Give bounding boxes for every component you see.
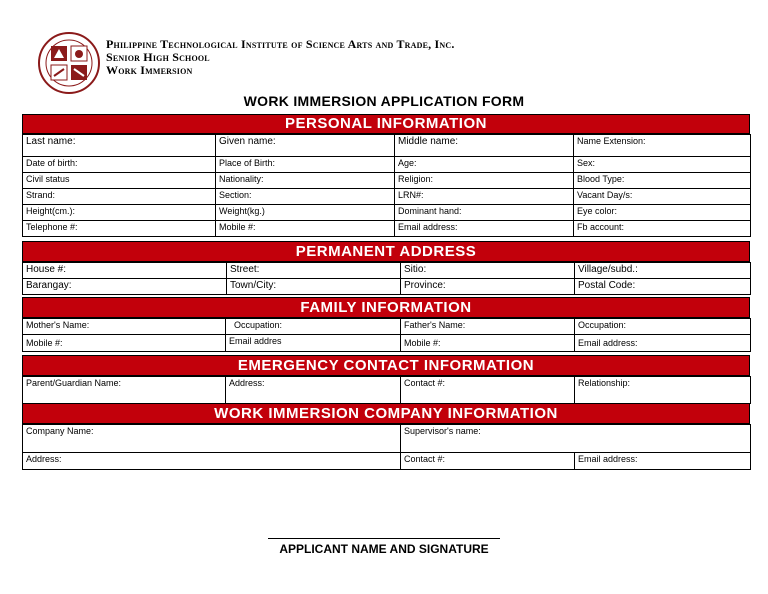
section-header-emergency: EMERGENCY CONTACT INFORMATION [22,355,750,376]
field-sitio[interactable]: Sitio: [401,263,575,279]
field-place-of-birth[interactable]: Place of Birth: [216,157,395,173]
field-middle-name[interactable]: Middle name: [395,135,574,157]
field-section[interactable]: Section: [216,189,395,205]
field-dominant-hand[interactable]: Dominant hand: [395,205,574,221]
field-father-email[interactable]: Email address: [575,335,751,352]
field-mother-email[interactable]: Email addres [226,335,401,352]
field-company-contact[interactable]: Contact #: [401,453,575,470]
field-blood-type[interactable]: Blood Type: [574,173,751,189]
field-street[interactable]: Street: [227,263,401,279]
field-fb-account[interactable]: Fb account: [574,221,751,237]
section-header-company: WORK IMMERSION COMPANY INFORMATION [22,403,750,424]
field-guardian-relationship[interactable]: Relationship: [575,377,751,404]
field-weight[interactable]: Weight(kg.) [216,205,395,221]
section-header-permanent-address: PERMANENT ADDRESS [22,241,750,262]
field-height[interactable]: Height(cm.): [23,205,216,221]
field-company-address[interactable]: Address: [23,453,401,470]
field-lrn[interactable]: LRN#: [395,189,574,205]
field-civil-status[interactable]: Civil status [23,173,216,189]
field-religion[interactable]: Religion: [395,173,574,189]
field-town-city[interactable]: Town/City: [227,279,401,295]
field-name-extension[interactable]: Name Extension: [574,135,751,157]
field-sex[interactable]: Sex: [574,157,751,173]
field-guardian-address[interactable]: Address: [226,377,401,404]
signature-label: APPLICANT NAME AND SIGNATURE [279,542,489,556]
field-company-name[interactable]: Company Name: [23,425,401,453]
field-email-address[interactable]: Email address: [395,221,574,237]
field-father-mobile[interactable]: Mobile #: [401,335,575,352]
field-supervisor-name[interactable]: Supervisor's name: [401,425,751,453]
family-info-table [22,318,751,352]
field-guardian-contact[interactable]: Contact #: [401,377,575,404]
organization-name: Philippine Technological Institute of Science Arts and Trade, Inc. [106,37,455,51]
field-company-email[interactable]: Email address: [575,453,751,470]
permanent-address-table [22,262,751,295]
field-last-name[interactable]: Last name: [23,135,216,157]
section-header-personal: PERSONAL INFORMATION [22,114,750,134]
form-title: WORK IMMERSION APPLICATION FORM [243,93,525,109]
school-logo [38,32,100,94]
field-mobile[interactable]: Mobile #: [216,221,395,237]
emergency-contact-table [22,376,751,404]
field-fathers-name[interactable]: Father's Name: [401,319,575,335]
field-mother-mobile[interactable]: Mobile #: [23,335,226,352]
field-mother-occupation[interactable]: Occupation: [226,319,401,335]
field-barangay[interactable]: Barangay: [23,279,227,295]
field-mothers-name[interactable]: Mother's Name: [23,319,226,335]
field-village-subdivision[interactable]: Village/subd.: [575,263,751,279]
field-eye-color[interactable]: Eye color: [574,205,751,221]
field-telephone[interactable]: Telephone #: [23,221,216,237]
field-province[interactable]: Province: [401,279,575,295]
field-guardian-name[interactable]: Parent/Guardian Name: [23,377,226,404]
field-father-occupation[interactable]: Occupation: [575,319,751,335]
company-info-table [22,424,751,470]
section-header-family: FAMILY INFORMATION [22,297,750,318]
field-nationality[interactable]: Nationality: [216,173,395,189]
field-postal-code[interactable]: Postal Code: [575,279,751,295]
field-age[interactable]: Age: [395,157,574,173]
field-given-name[interactable]: Given name: [216,135,395,157]
organization-block [106,38,455,77]
field-date-of-birth[interactable]: Date of birth: [23,157,216,173]
department-name: Senior High School [106,50,210,64]
signature-line[interactable] [268,538,500,539]
field-vacant-days[interactable]: Vacant Day/s: [574,189,751,205]
field-house-number[interactable]: House #: [23,263,227,279]
personal-info-table [22,134,751,237]
program-name: Work Immersion [106,63,193,77]
field-strand[interactable]: Strand: [23,189,216,205]
